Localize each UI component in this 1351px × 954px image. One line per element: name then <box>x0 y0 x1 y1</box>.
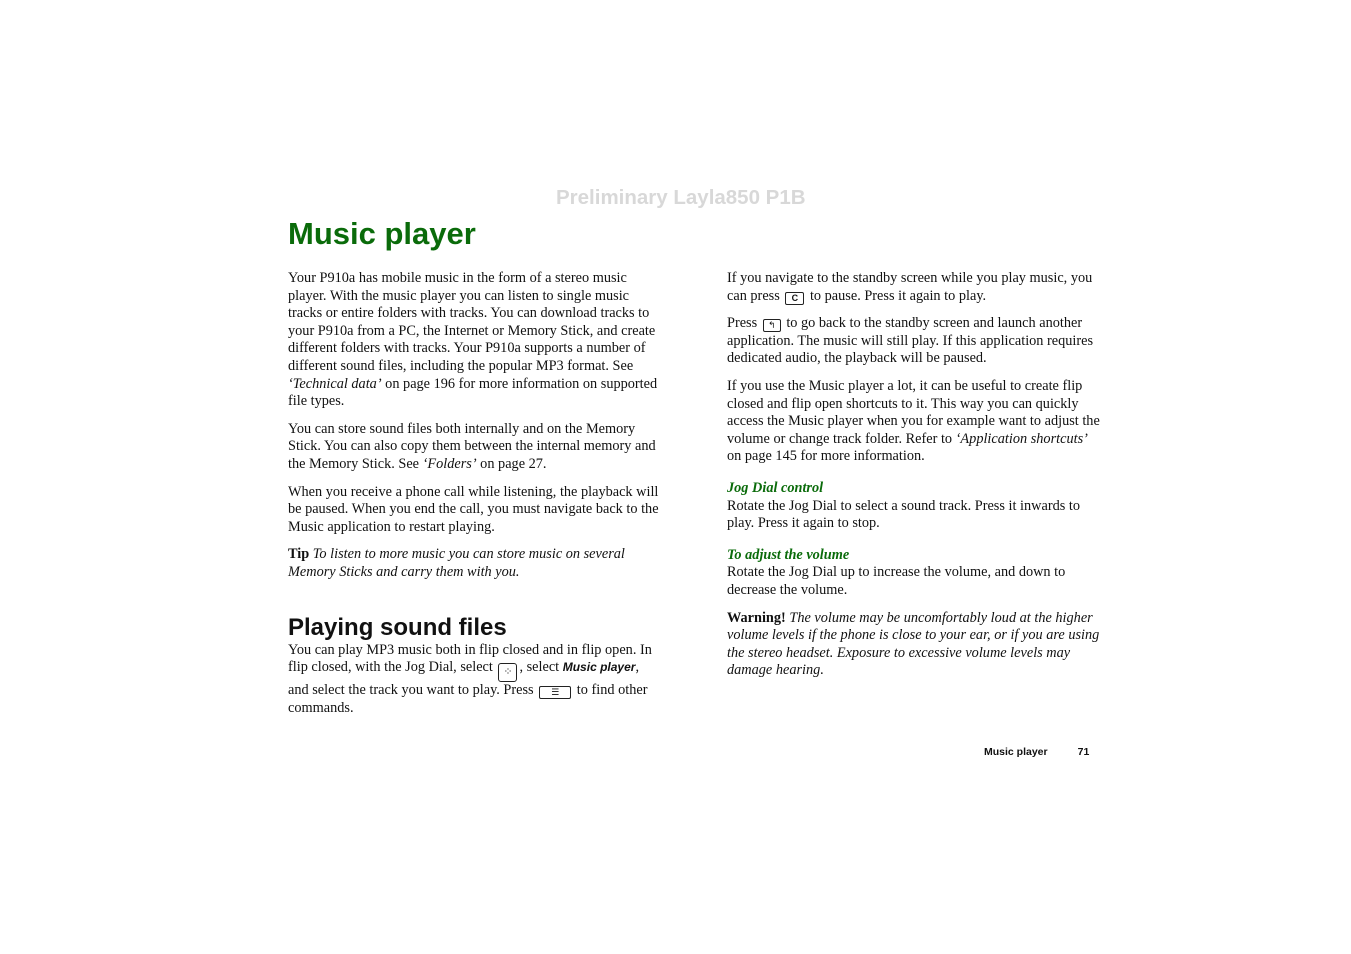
standby-paragraph: If you navigate to the standby screen while you play music, you can press C to pause. Press it again to play. <box>727 270 1093 304</box>
playing-sound-files-heading: Playing sound files <box>288 613 507 641</box>
right-column <box>727 270 1101 690</box>
folders-reference: ‘Folders’ <box>422 455 477 472</box>
footer-section-name: Music player <box>984 746 1048 758</box>
jog-dial-paragraph: Rotate the Jog Dial to select a sound track. Press it inwards to play. Press it again to stop. <box>727 497 1080 532</box>
technical-data-reference: ‘Technical data’ <box>288 375 382 392</box>
preliminary-watermark: Preliminary Layla850 P1B <box>556 186 806 209</box>
tip-paragraph: Tip To listen to more music you can store music on several Memory Sticks and carry them with you. <box>288 546 625 580</box>
tip-label: Tip <box>288 546 310 563</box>
page-number: 71 <box>1077 746 1090 758</box>
storage-paragraph: You can store sound files both internally and on the Memory Stick. You can also copy them between the internal memory and the Memory Stick. See ‘Folders’ on page 27. <box>288 420 656 472</box>
playing-paragraph: You can play MP3 music both in flip closed and in flip open. In flip closed, with the Jog Dial, select ⁘ , select Music player, and select the track you want to play. Press ☰ to find other commands. <box>288 641 652 716</box>
left-column <box>288 270 660 727</box>
volume-paragraph: Rotate the Jog Dial up to increase the volume, and down to decrease the volume. <box>727 564 1066 598</box>
applications-icon: ⁘ <box>498 663 517 682</box>
warning-label: Warning! <box>727 609 786 626</box>
intro-paragraph: Your P910a has mobile music in the form of a stereo music player. With the music player you can listen to single music tracks or entire folders with tracks. You can download tracks to your P910a from a PC, the Internet or Memory Stick, and create different folders with tracks. Your P910a supports a number of different sound files, including the popular MP3 format. See ‘Technical data’ on page 196 for more information on supported file types. <box>288 270 658 410</box>
c-key-icon: C <box>785 292 804 305</box>
shortcuts-paragraph: If you use the Music player a lot, it can be useful to create flip closed and flip open shortcuts to it. This way you can quickly access the Music player when you for example want to adjust the volume or change track folder. Refer to ‘Application shortcuts’ on page 145 for more information. <box>727 377 1100 465</box>
page-footer <box>984 746 1089 758</box>
adjust-volume-heading: To adjust the volume <box>727 546 850 563</box>
menu-key-icon: ☰ <box>539 686 571 699</box>
jog-dial-control-heading: Jog Dial control <box>727 479 824 496</box>
phone-call-paragraph: When you receive a phone call while listening, the playback will be paused. When you end the call, you must navigate back to the Music application to restart playing. <box>288 483 659 535</box>
music-player-menu-name: Music player <box>562 660 636 675</box>
application-shortcuts-reference: ‘Application shortcuts’ <box>955 430 1088 447</box>
back-key-icon: ↰ <box>763 319 781 332</box>
page-title: Music player <box>288 216 476 251</box>
warning-paragraph: Warning! The volume may be uncomfortably loud at the higher volume levels if the phone is close to your ear, or if you are using the stereo headset. Exposure to excessive volume levels may damage hearing. <box>727 609 1100 679</box>
back-key-paragraph: Press ↰ to go back to the standby screen and launch another application. The music will still play. If this application requires dedicated audio, the playback will be paused. <box>727 315 1094 367</box>
